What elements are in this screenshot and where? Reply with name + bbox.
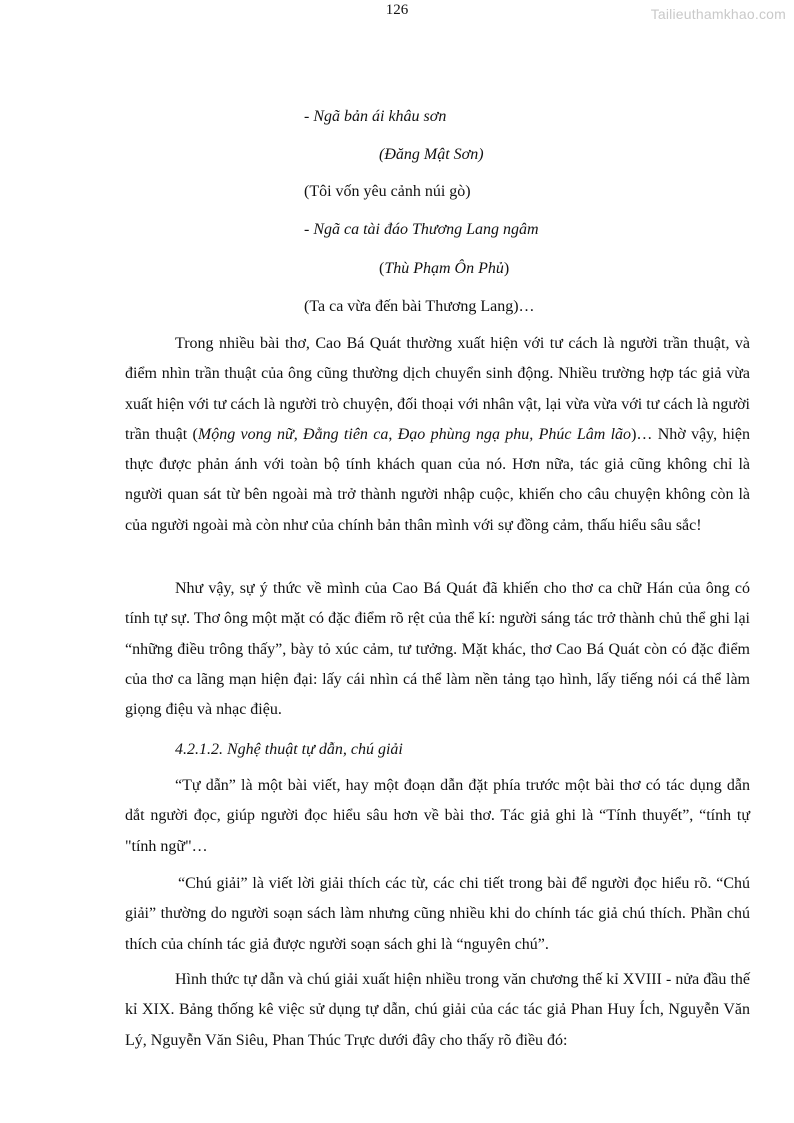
poem-source-2 <box>379 254 509 284</box>
watermark: Tailieuthamkhao.com <box>650 6 786 22</box>
paragraph-chu-giai: “Chú giải” là viết lời giải thích các từ, các chi tiết trong bài để người đọc hiểu rõ. “Chú giải” thường do người soạn sách làm nhưng cũng nhiều khi do chính tác giả chú thích. Phần chú thích của chính tác giả được người soạn sách ghi là “nguyên chú”. <box>125 875 750 953</box>
poem-line-1-text: Ngã bản ái khâu sơn <box>313 108 447 125</box>
paragraph-tu-dan: “Tự dẫn” là một bài viết, hay một đoạn dẫn đặt phía trước một bài thơ có tác dụng dẫn dắt người đọc, giúp người đọc hiểu sâu hơn về bài thơ. Tác giả ghi là “Tính thuyết”, “tính tự "tính ngữ"… <box>125 777 750 855</box>
paragraph-statistics: Hình thức tự dẫn và chú giải xuất hiện nhiều trong văn chương thế kỉ XVIII - nửa đầu thế kỉ XIX. Bảng thống kê việc sử dụng tự dẫn, chú giải của các tác giả Phan Huy Ích, Nguyễn Văn Lý, Nguyễn Văn Siêu, Phan Thúc Trực dưới đây cho thấy rõ điều đó: <box>125 971 750 1049</box>
poem-source-2-title: Thù Phạm Ôn Phủ <box>384 260 504 277</box>
work-title-mong-vong-nu: Mộng vong nữ <box>197 425 294 443</box>
separator-1: , <box>293 425 304 443</box>
work-title-dao-phung: Đạo phùng ngạ phu, Phúc Lâm lão <box>397 425 632 443</box>
paragraph-narrator-part-b: )… Nhờ vậy, hiện thực được phản ánh với toàn bộ tính khách quan của nó. Hơn nữa, tác giả cũng không chỉ là người quan sát từ bên ngoài mà trở thành người nhập cuộc, khiến cho câu chuyện không còn là của người ngoài mà còn như của chính bản thân mình với sự đồng cảm, thấu hiểu sâu sắc! <box>125 425 751 534</box>
poem-translation-1: (Tôi vốn yêu cảnh núi gò) <box>304 183 471 200</box>
work-title-dang-tien-ca: Đằng tiên ca <box>303 425 389 443</box>
section-heading: 4.2.1.2. Nghệ thuật tự dẫn, chú giải <box>175 741 403 758</box>
poem-source-2-open: ( <box>379 260 385 277</box>
paragraph-narrator <box>125 329 750 541</box>
poem-source-2-close: ) <box>503 260 510 277</box>
poem-line-2-text: Ngã ca tài đáo Thương Lang ngâm <box>313 221 539 238</box>
page-number: 126 <box>385 2 409 18</box>
poem-line-1: - Ngã bản ái khâu sơn <box>304 108 447 125</box>
poem-source-1: (Đăng Mật Sơn) <box>379 146 484 163</box>
paragraph-self-awareness: Như vậy, sự ý thức về mình của Cao Bá Quát đã khiến cho thơ ca chữ Hán của ông có tính tự sự. Thơ ông một mặt có đặc điểm rõ rệt của thể kí: người sáng tác trở thành chủ thể ghi lại “những điều trông thấy”, bày tỏ xúc cảm, tư tưởng. Mặt khác, thơ Cao Bá Quát còn có đặc điểm của thơ ca lãng mạn hiện đại: lấy cái nhìn cá thể làm nền tảng tạo hình, lấy tiếng nói cá thể làm giọng điệu và nhạc điệu. <box>125 580 750 719</box>
paragraph-narrator-part-a: Trong nhiều bài thơ, Cao Bá Quát thường xuất hiện với tư cách là người trần thuật, và điểm nhìn trần thuật của ông cũng thường dịch chuyển sinh động. Nhiều trường hợp tác giả vừa xuất hiện với tư cách là người trò chuyện, đối thoại với nhân vật, lại vừa vừa với tư cách là người trần thuật ( <box>125 335 750 443</box>
poem-line-2: - Ngã ca tài đáo Thương Lang ngâm <box>304 221 539 238</box>
separator-2: , <box>388 425 398 443</box>
poem-translation-2: (Ta ca vừa đến bài Thương Lang)… <box>304 298 535 315</box>
